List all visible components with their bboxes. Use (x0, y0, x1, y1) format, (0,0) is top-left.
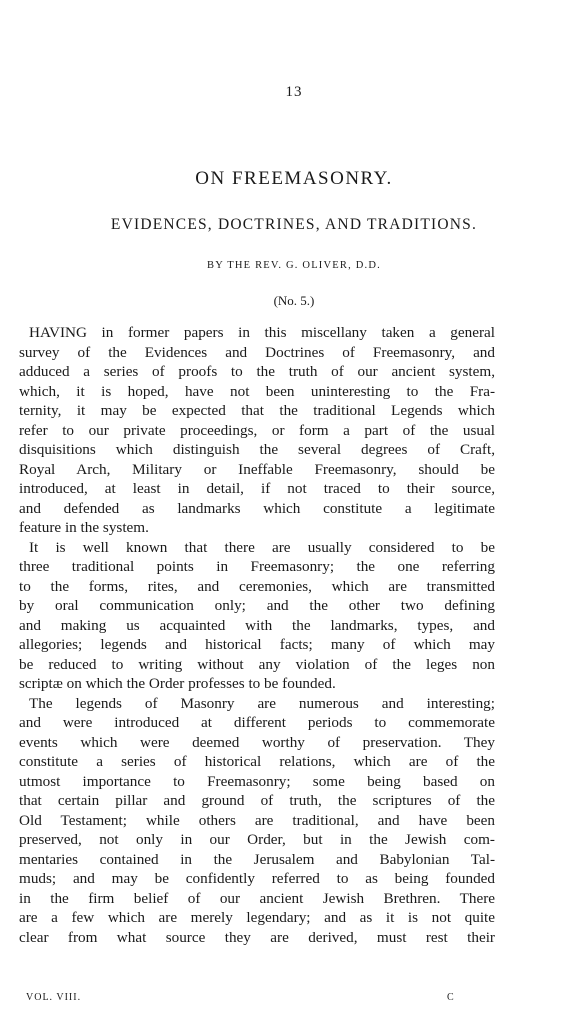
text-line: utmost importance to Freemasonry; some being based on (19, 772, 495, 790)
article-subtitle: EVIDENCES, DOCTRINES, AND TRADITIONS. (110, 216, 478, 233)
text-line: allegories; legends and historical facts; many of which may (19, 636, 495, 653)
text-line: feature in the system. (19, 519, 149, 536)
text-line: The legends of Masonry are numerous and interesting; (29, 694, 495, 712)
text-line: introduced, at least in detail, if not traced to their source, (19, 480, 495, 497)
text-line: survey of the Evidences and Doctrines of Freemasonry, and (19, 343, 495, 361)
text-line: Royal Arch, Military or Ineffable Freemasonry, should be (19, 460, 495, 478)
text-line: are a few which are merely legendary; and as it is not quite (19, 909, 495, 926)
text-line: three traditional points in Freemasonry; the one referring (19, 558, 495, 575)
footer-signature: C (447, 992, 454, 1003)
text-line: by oral communication only; and the other two defining (19, 597, 495, 614)
footer-volume: VOL. VIII. (26, 992, 82, 1003)
text-line: events which were deemed worthy of preservation. They (19, 733, 495, 751)
text-line: refer to our private proceedings, or form a part of the usual (19, 421, 495, 439)
text-line: disquisitions which distinguish the several degrees of Craft, (19, 441, 495, 458)
article-number: (No. 5.) (273, 293, 315, 308)
text-line: preserved, not only in our Order, but in the Jewish com- (19, 831, 495, 848)
text-line: adduced a series of proofs to the truth of our ancient system, (19, 363, 495, 380)
text-line: It is well known that there are usually considered to be (29, 538, 495, 556)
article-byline: BY THE REV. G. OLIVER, D.D. (207, 260, 381, 271)
text-line: constitute a series of historical relations, which are of the (19, 753, 495, 770)
body-text (19, 323, 495, 947)
text-line: in the firm belief of our ancient Jewish Brethren. There (19, 889, 495, 907)
text-line: scriptæ on which the Order professes to be founded. (19, 675, 336, 692)
text-line: ternity, it may be expected that the traditional Legends which (19, 402, 495, 419)
text-line: mentaries contained in the Jerusalem and Babylonian Tal- (19, 850, 495, 868)
text-line: clear from what source they are derived, must rest their (19, 928, 495, 946)
text-line: which, it is hoped, have not been uninteresting to the Fra- (19, 382, 495, 400)
article-title: ON FREEMASONRY. (195, 168, 393, 189)
text-line: be reduced to writing without any violation of the leges non (19, 655, 495, 673)
text-line: and were introduced at different periods to commemorate (19, 714, 495, 731)
text-line: muds; and may be confidently referred to as being founded (19, 870, 495, 887)
text-line: and defended as landmarks which constitute a legitimate (19, 499, 495, 517)
text-line: Old Testament; while others are traditional, and have been (19, 811, 495, 829)
text-line: HAVING in former papers in this miscellany taken a general (29, 324, 495, 341)
page-number: 13 (285, 84, 303, 100)
text-line: that certain pillar and ground of truth, the scriptures of the (19, 792, 495, 809)
text-line: to the forms, rites, and ceremonies, which are transmitted (19, 577, 495, 595)
text-line: and making us acquainted with the landmarks, types, and (19, 616, 495, 634)
